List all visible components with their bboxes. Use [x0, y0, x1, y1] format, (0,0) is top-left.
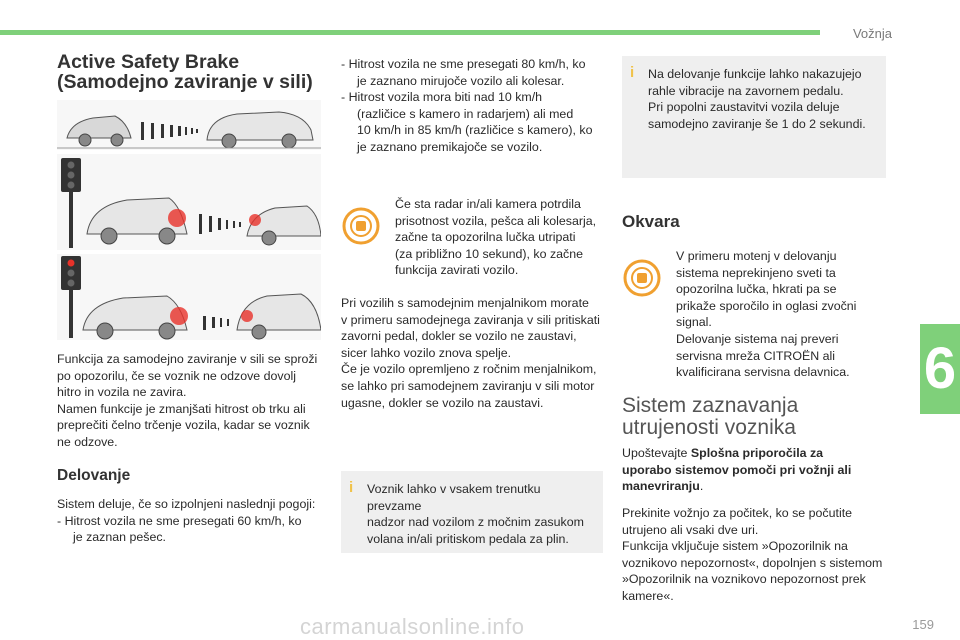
- illustration-braking: [57, 254, 321, 340]
- gearbox-paragraph: [341, 295, 603, 411]
- fatigue-line: »Opozorilnik na voznikovo nepozornost prek: [622, 572, 866, 587]
- illustration-car-approach: [57, 100, 321, 150]
- title-line-1: Active Safety Brake: [57, 51, 240, 73]
- condition-item: je zaznano premikajoče se vozilo.: [357, 139, 543, 154]
- intro-line: Funkcija za samodejno zaviranje v sili se sproži: [57, 352, 318, 366]
- info-line: Pri popolni zaustavitvi vozila deluje: [648, 100, 840, 115]
- warning-line: prisotnost vozila, pešca ali kolesarja,: [395, 213, 597, 228]
- warning-line: Če sta radar in/ali kamera potrdila: [395, 197, 581, 211]
- delovanje-item: - Hitrost vozila ne sme presegati 60 km/h, ko: [57, 513, 302, 528]
- condition-item: 10 km/h in 85 km/h (različice s kamero), ko: [357, 123, 593, 138]
- vibration-infobox: [622, 56, 886, 178]
- chapter-tab: 6: [920, 324, 960, 414]
- gearbox-line: Če je vozilo opremljeno z ročnim menjalnikom,: [341, 362, 597, 377]
- intro-paragraph: [57, 351, 325, 451]
- condition-item: je zaznano mirujoče vozilo ali kolesar.: [357, 73, 565, 88]
- gearbox-line: Pri vozilih s samodejnim menjalnikom morate: [341, 296, 589, 310]
- condition-item: - Hitrost vozila mora biti nad 10 km/h: [341, 90, 543, 105]
- warning-line: funkcija zavirati vozilo.: [395, 263, 519, 278]
- fatigue-intro-prefix: Upoštevajte: [622, 446, 691, 460]
- gearbox-line: ugasne, dokler se vozilo na zaustavi.: [341, 395, 544, 410]
- delovanje-item: je zaznan pešec.: [73, 530, 166, 545]
- okvara-heading: Okvara: [622, 212, 680, 231]
- info-line: samodejno zaviranje še 1 do 2 sekundi.: [648, 116, 866, 131]
- okvara-section: [622, 214, 886, 231]
- warning-line: (za približno 10 sekund), ko začne: [395, 246, 584, 261]
- okvara-line: Delovanje sistema naj preveri: [676, 331, 839, 346]
- okvara-line: opozorilna lučka, hkrati pa se: [676, 282, 837, 297]
- illustration-warning-lamp: [57, 154, 321, 250]
- info-icon: i: [630, 64, 635, 81]
- car-approach-svg: [57, 100, 321, 150]
- okvara-line: signal.: [676, 315, 712, 330]
- condition-item: (različice s kamero in radarjem) ali med: [357, 106, 574, 121]
- intro-line: ne odzove.: [57, 434, 118, 449]
- intro-line: Namen funkcije je zmanjšati hitrost ob trku ali: [57, 401, 306, 416]
- info-line: rahle vibracije na zavornem pedalu.: [648, 83, 844, 98]
- section-title: Vožnja: [852, 26, 892, 41]
- driver-override-infobox: [341, 471, 603, 553]
- collision-warning-icon: [341, 206, 381, 246]
- delovanje-text: Sistem deluje, če so izpolnjeni naslednji pogoji:: [57, 497, 316, 511]
- warning-lamp-note: [341, 196, 603, 279]
- fatigue-line: utrujeno ali vsaki dve uri.: [622, 522, 759, 537]
- fatigue-body: [622, 505, 886, 605]
- info-line: nadzor nad vozilom z močnim zasukom: [367, 515, 584, 530]
- okvara-line: kvalificirana servisna delavnica.: [676, 365, 850, 380]
- fatigue-heading-line-1: Sistem zaznavanja: [622, 394, 799, 417]
- intro-line: preprečiti čelno trčenje vozila, kadar se voznik: [57, 418, 310, 433]
- fatigue-link-text: Splošna priporočila za: [690, 446, 824, 460]
- info-icon: i: [349, 479, 354, 496]
- intro-line: hitro in vozila ne zavira.: [57, 385, 187, 400]
- delovanje-section: [57, 468, 325, 485]
- gearbox-line: v primeru samodejnega zaviranja v sili pritiskati: [341, 312, 600, 327]
- fatigue-link-text: uporabo sistemov pomoči pri vožnji ali: [622, 462, 852, 477]
- fatigue-line: voznikovo nepozornost«, dopolnjen s sistemom: [622, 555, 883, 570]
- info-line: volana in/ali pritiskom pedala za plin.: [367, 531, 569, 546]
- title-line-2: (Samodejno zaviranje v sili): [57, 71, 313, 93]
- okvara-line: servisna mreža CITROËN ali: [676, 348, 836, 363]
- condition-item: - Hitrost vozila ne sme presegati 80 km/h, ko: [341, 57, 586, 71]
- info-line: Na delovanje funkcije lahko nakazujejo: [648, 67, 862, 81]
- page-number: 159: [912, 617, 934, 633]
- okvara-line: prikaže sporočilo in oglasi zvočni: [676, 298, 857, 313]
- fatigue-section: [622, 395, 886, 439]
- fatigue-heading-line-2: utrujenosti voznika: [622, 416, 796, 439]
- fatigue-line: kamere«.: [622, 588, 674, 603]
- system-fault-icon: [622, 258, 662, 298]
- condition-list: [341, 56, 603, 156]
- fatigue-intro-suffix: .: [699, 479, 704, 494]
- okvara-line: sistema neprekinjeno sveti ta: [676, 265, 836, 280]
- fatigue-line: Funkcija vključuje sistem »Opozorilnik na: [622, 539, 848, 554]
- fatigue-intro: [622, 445, 886, 495]
- info-line: Voznik lahko v vsakem trenutku prevzame: [367, 482, 541, 513]
- gearbox-line: sicer lahko vozilo znova spelje.: [341, 345, 512, 360]
- fatigue-line: Prekinite vožnjo za počitek, ko se počutite: [622, 506, 853, 520]
- warning-line: začne ta opozorilna lučka utripati: [395, 230, 576, 245]
- delovanje-heading: Delovanje: [57, 467, 131, 484]
- okvara-line: V primeru motenj v delovanju: [676, 249, 837, 263]
- watermark: carmanualsonline.info: [300, 614, 525, 640]
- braking-svg: [57, 254, 321, 340]
- gearbox-line: zavorni pedal, dokler se vozilo ne zaustavi,: [341, 329, 577, 344]
- fatigue-link-text: manevriranju: [622, 479, 700, 494]
- okvara-note: [622, 248, 886, 381]
- delovanje-body: [57, 496, 325, 546]
- top-accent-bar: [0, 30, 820, 35]
- main-title: [57, 52, 325, 92]
- gearbox-line: se lahko pri samodejnem zaviranju v sili motor: [341, 378, 595, 393]
- intro-line: po opozorilu, če se voznik ne odzove dovolj: [57, 368, 297, 383]
- warning-lamp-svg: [57, 154, 321, 250]
